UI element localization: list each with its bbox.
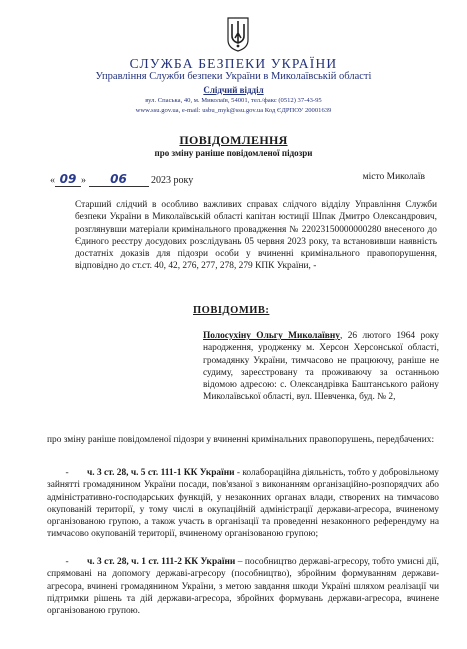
unit-name: Слідчий відділ	[203, 85, 264, 95]
article-2-paragraph	[47, 556, 439, 617]
suspect-name: Полосухіну Ольгу Миколаївну	[203, 331, 340, 341]
list-dash: -	[65, 468, 69, 478]
document-date	[50, 172, 193, 187]
decision-heading: ПОВІДОМИВ:	[193, 305, 270, 316]
suspect-details: , 26 лютого 1964 року народження, уродженку м. Херсон Херсонської області, громадянку України, тимчасово не працюючу, раніше не судиму, зареєстровану та проживаючу за останньою відомою адресою: с. Олександрівка Баштанського району Миколаївської області, вул. Шевченка, буд. № 2,	[203, 331, 439, 403]
date-day: 09	[59, 172, 77, 186]
address-line: вул. Спаська, 40, м. Миколаїв, 54001, тел./факс (0512) 37-43-95	[145, 97, 322, 104]
article-1-text: - колабораційна діяльність, тобто у добровільному зайнятті громадянином України посади, пов'язаної з виконанням організаційно-розпорядчих або адміністративно-господарських функцій, у незаконних органах влади, створених на тимчасово окупованій території, у тому числі в окупаційній адміністрації держави-агресора, вчиненому організованою групою, а також участь в організації та проведенні незаконного референдуму на тимчасово окупованій території, вчиненому організованою групою;	[47, 468, 439, 540]
document-subtitle: про зміну раніше повідомленої підозри	[154, 148, 313, 158]
intro-paragraph: Старший слідчий в особливо важливих справах слідчого відділу Управління Служби безпеки України в Миколаївській області капітан юстиції Шпак Дмитро Олександрович, розглянувши матеріали кримінального провадження № 22023150000000280 внесеного до Єдиного реєстру досудових розслідувань 05 червня 2023 року, та встановивши наявність достатніх доказів для підозри особи у вчиненні кримінального правопорушення, відповідно до ст.ст. 40, 42, 276, 277, 278, 279 КПК України, -	[75, 200, 437, 272]
document-title: ПОВІДОМЛЕННЯ	[179, 133, 288, 147]
date-close-quote: »	[81, 175, 86, 186]
document-city: місто Миколаїв	[362, 172, 425, 182]
date-month: 06	[110, 172, 127, 186]
department-name: Управління Служби безпеки України в Миколаївській області	[95, 71, 372, 82]
article-1-reference: ч. 3 ст. 28, ч. 5 ст. 111-1 КК України	[87, 468, 235, 478]
org-name: СЛУЖБА БЕЗПЕКИ УКРАЇНИ	[129, 56, 338, 71]
article-2-reference: ч. 3 ст. 28, ч. 1 ст. 111-2 КК України	[87, 557, 236, 567]
change-paragraph: про зміну раніше повідомленої підозри у вчиненні кримінальних правопорушень, передбачених:	[47, 435, 435, 445]
suspect-paragraph	[203, 330, 439, 404]
trident-emblem-icon	[227, 16, 249, 52]
date-open-quote: «	[50, 175, 55, 186]
article-1-paragraph	[47, 467, 439, 541]
date-year: 2023 року	[151, 175, 194, 186]
contacts-line: www.ssu.gov.ua, e-mail: usbu_myk@ssu.gov.ua Код ЄДРПОУ 20001639	[135, 107, 332, 114]
list-dash: -	[65, 557, 69, 567]
article-2-text: – пособництво державі-агресору, тобто умисні дії, спрямовані на допомогу державі-агресору (пособництво), збройним формуванням держави-агресора, вчинені громадянином України, з метою завдання шкоди Україні шляхом реалізації чи підтримки рішень та дій держави-агресора, збройних формувань держави-агресора, вчинене організованою групою.	[47, 557, 440, 617]
